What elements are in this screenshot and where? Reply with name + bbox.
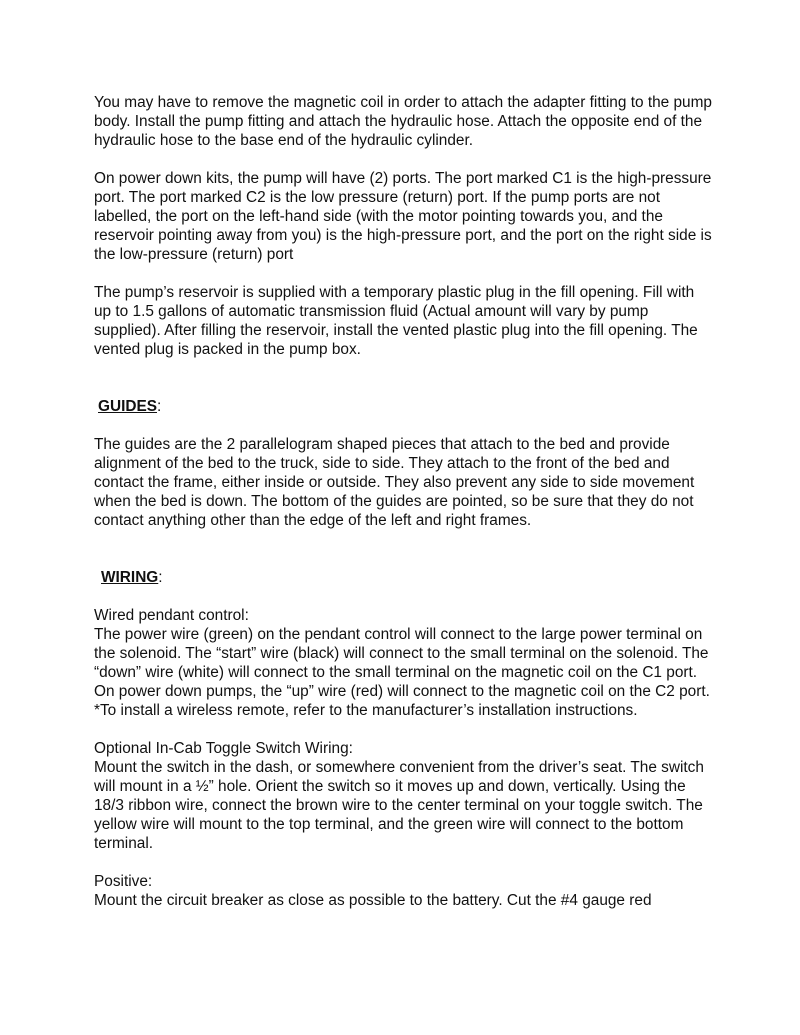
spacer: [94, 720, 714, 739]
pump-fitting-paragraph: You may have to remove the magnetic coil in order to attach the adapter fitting to the pump body. Install the pump fitting and attach the hydraulic hose. Attach the opposite end of the hydraulic hose to the base end of the hydraulic cylinder.: [94, 94, 712, 149]
wiring-heading-text: WIRING: [101, 569, 159, 586]
power-down-paragraph: On power down pumps, the “up” wire (red) will connect to the magnetic coil on the C2 port.: [94, 683, 710, 700]
positive-paragraph: Mount the circuit breaker as close as possible to the battery. Cut the #4 gauge red: [94, 892, 652, 909]
spacer: [94, 587, 714, 606]
spacer: [94, 853, 714, 872]
guides-heading: [94, 397, 714, 416]
wiring-heading-colon: :: [158, 569, 163, 586]
spacer: [94, 416, 714, 435]
spacer: [94, 150, 714, 169]
positive-title: Positive:: [94, 873, 153, 890]
guides-heading-colon: :: [157, 398, 162, 415]
pendant-control-paragraph: The power wire (green) on the pendant control will connect to the large power terminal on the solenoid. The “start” wire (black) will connect to the small terminal on the solenoid. The “down” wire (white) will connect to the small terminal on the magnetic coil on the C1 port.: [94, 626, 709, 681]
wireless-remote-note: *To install a wireless remote, refer to the manufacturer’s installation instructions.: [94, 702, 638, 719]
guides-paragraph: The guides are the 2 parallelogram shaped pieces that attach to the bed and provide alignment of the bed to the truck, side to side. They attach to the front of the bed and contact the frame, either inside or outside. They also prevent any side to side movement when the bed is down. The bottom of the guides are pointed, so be sure that they do not contact anything other than the edge of the left and right frames.: [94, 436, 695, 529]
pendant-control-title: Wired pendant control:: [94, 607, 249, 624]
reservoir-paragraph: The pump’s reservoir is supplied with a temporary plastic plug in the fill opening. Fill with up to 1.5 gallons of automatic transmission fluid (Actual amount will vary by pump supplied). After filling the reservoir, install the vented plastic plug into the fill opening. The vented plug is packed in the pump box.: [94, 284, 698, 358]
document-page: [94, 93, 714, 910]
spacer: [94, 530, 714, 568]
toggle-switch-title: Optional In-Cab Toggle Switch Wiring:: [94, 740, 353, 757]
wiring-heading: [94, 568, 714, 587]
guides-heading-text: GUIDES: [98, 398, 158, 415]
spacer: [94, 264, 714, 283]
toggle-switch-paragraph: Mount the switch in the dash, or somewhere convenient from the driver’s seat. The switch will mount in a ½” hole. Orient the switch so it moves up and down, vertically. Using the 18/3 ribbon wire, connect the brown wire to the center terminal on your toggle switch. The yellow wire will mount to the top terminal, and the green wire will connect to the bottom terminal.: [94, 759, 704, 852]
pump-ports-paragraph: On power down kits, the pump will have (2) ports. The port marked C1 is the high-pressure port. The port marked C2 is the low pressure (return) port. If the pump ports are not labelled, the port on the left-hand side (with the motor pointing towards you, and the reservoir pointing away from you) is the high-pressure port, and the port on the right side is the low-pressure (return) port: [94, 170, 712, 263]
spacer: [94, 359, 714, 397]
